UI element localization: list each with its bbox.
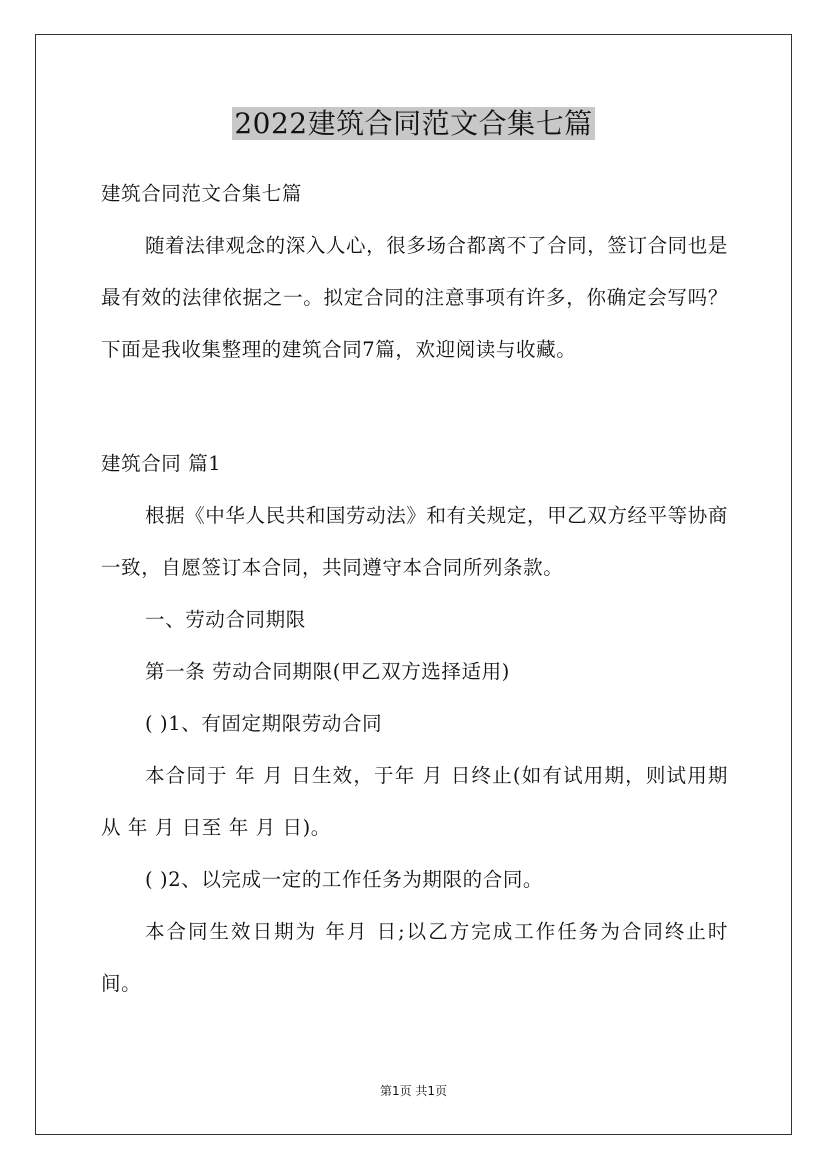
section-paragraph: 本合同生效日期为 年月 日;以乙方完成工作任务为合同终止时间。 <box>101 920 728 995</box>
document-title-text: 2022建筑合同范文合集七篇 <box>234 107 593 140</box>
document-subtitle: 建筑合同范文合集七篇 <box>101 182 303 205</box>
section-1 <box>101 438 728 1010</box>
section-paragraph: 根据《中华人民共和国劳动法》和有关规定，甲乙双方经平等协商一致，自愿签订本合同，共同遵守本合同所列条款。 <box>101 504 728 579</box>
section-paragraph: ( )2、以完成一定的工作任务为期限的合同。 <box>145 868 544 891</box>
section-paragraph: 本合同于 年 月 日生效，于年 月 日终止(如有试用期，则试用期从 年 月 日至 年 月 日)。 <box>101 764 728 839</box>
section-paragraph: ( )1、有固定期限劳动合同 <box>145 712 383 735</box>
section-heading: 建筑合同 篇1 <box>101 452 222 475</box>
intro-paragraph: 随着法律观念的深入人心，很多场合都离不了合同，签订合同也是最有效的法律依据之一。拟定合同的注意事项有许多，你确定会写吗？下面是我收集整理的建筑合同7篇，欢迎阅读与收藏。 <box>101 234 728 361</box>
page-footer <box>0 1082 827 1100</box>
document-title <box>0 104 827 144</box>
page-number-label: 第1页 共1页 <box>379 1084 448 1098</box>
document-body <box>101 168 728 376</box>
section-paragraph: 一、劳动合同期限 <box>145 608 306 631</box>
section-paragraph: 第一条 劳动合同期限(甲乙双方选择适用) <box>145 660 510 683</box>
